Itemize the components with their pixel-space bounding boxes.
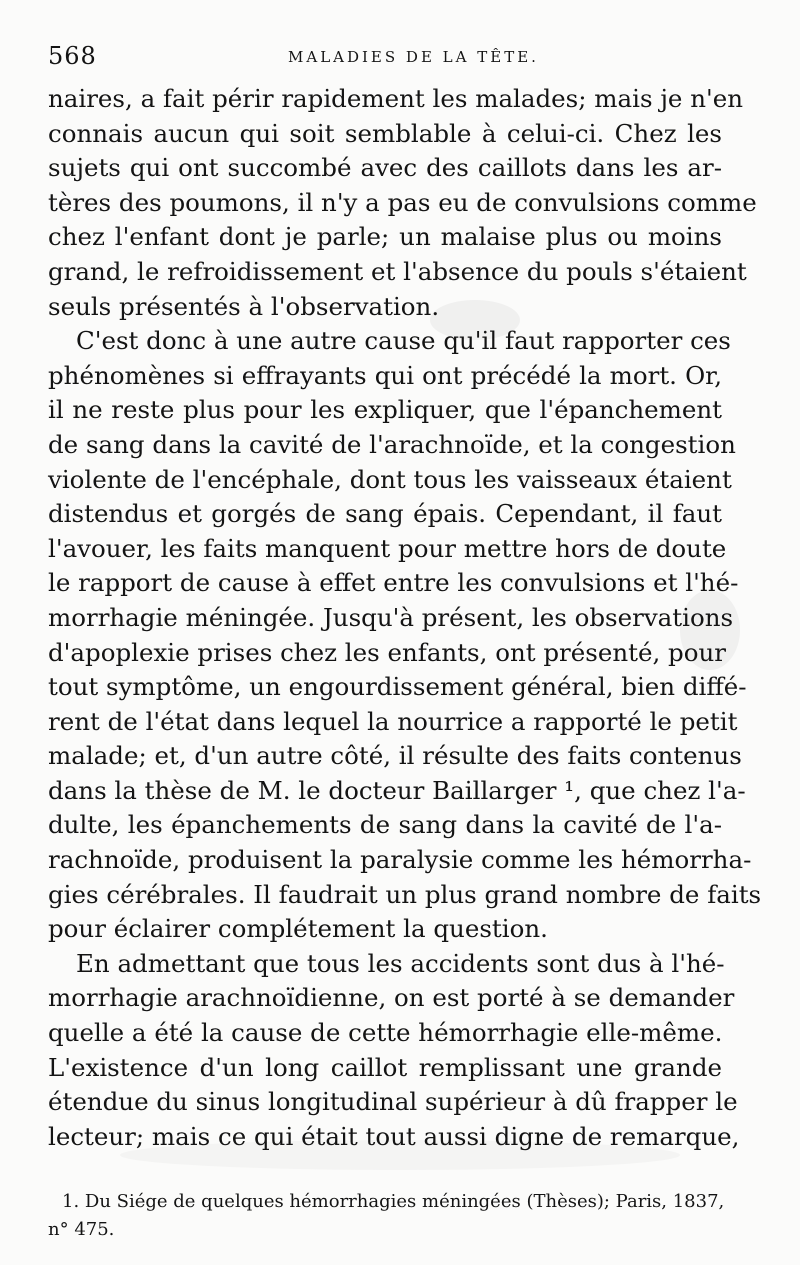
- text-line: grand, le refroidissement et l'absence du pouls s'étaient: [48, 256, 747, 286]
- text-line: distendus et gorgés de sang épais. Cependant, il faut: [48, 499, 722, 529]
- text-line: gies cérébrales. Il faudrait un plus grand nombre de faits: [48, 879, 762, 909]
- text-line: d'apoplexie prises chez les enfants, ont présenté, pour: [48, 637, 726, 667]
- text-line: tères des poumons, il n'y a pas eu de convulsions comme: [48, 187, 757, 217]
- body-text: [48, 82, 762, 1154]
- page-header: [48, 42, 728, 72]
- running-title: MALADIES DE LA TÊTE.: [288, 48, 539, 66]
- page-number: 568: [48, 42, 97, 70]
- text-line: L'existence d'un long caillot remplissant une grande: [48, 1052, 722, 1082]
- text-line: morrhagie arachnoïdienne, on est porté à se demander: [48, 983, 735, 1013]
- text-line: l'avouer, les faits manquent pour mettre hors de doute: [48, 533, 727, 563]
- text-line: En admettant que tous les accidents sont dus à l'hé-: [76, 948, 725, 978]
- text-line: phénomènes si effrayants qui ont précédé la mort. Or,: [48, 360, 722, 390]
- text-line: seuls présentés à l'observation.: [48, 291, 440, 321]
- text-line: étendue du sinus longitudinal supérieur à dû frapper le: [48, 1087, 738, 1117]
- text-line: sujets qui ont succombé avec des caillots dans les ar-: [48, 153, 722, 183]
- text-line: connais aucun qui soit semblable à celui-ci. Chez les: [48, 118, 722, 148]
- text-line: pour éclairer complétement la question.: [48, 914, 548, 944]
- footnote-line: n° 475.: [48, 1219, 115, 1240]
- text-line: morrhagie méningée. Jusqu'à présent, les observations: [48, 602, 734, 632]
- text-line: quelle a été la cause de cette hémorrhagie elle-même.: [48, 1018, 723, 1048]
- text-line: de sang dans la cavité de l'arachnoïde, et la congestion: [48, 429, 736, 459]
- text-line: naires, a fait périr rapidement les malades; mais je n'en: [48, 84, 743, 113]
- text-line: dans la thèse de M. le docteur Baillarger ¹, que chez l'a-: [48, 775, 746, 805]
- text-line: malade; et, d'un autre côté, il résulte des faits contenus: [48, 741, 742, 771]
- text-line: tout symptôme, un engourdissement général, bien diffé-: [48, 672, 747, 702]
- text-line: rachnoïde, produisent la paralysie comme les hémorrha-: [48, 845, 752, 875]
- text-line: lecteur; mais ce qui était tout aussi digne de remarque,: [48, 1121, 740, 1151]
- text-line: rent de l'état dans lequel la nourrice a rapporté le petit: [48, 706, 738, 736]
- text-line: le rapport de cause à effet entre les convulsions et l'hé-: [48, 568, 739, 598]
- text-line: violente de l'encéphale, dont tous les vaisseaux étaient: [48, 464, 732, 494]
- text-line: chez l'enfant dont je parle; un malaise plus ou moins: [48, 222, 722, 252]
- footnote-line: 1. Du Siége de quelques hémorrhagies méningées (Thèses); Paris, 1837,: [62, 1191, 725, 1212]
- text-line: dulte, les épanchements de sang dans la cavité de l'a-: [48, 810, 722, 840]
- text-line: C'est donc à une autre cause qu'il faut rapporter ces: [76, 326, 731, 356]
- text-line: il ne reste plus pour les expliquer, que l'épanchement: [48, 395, 722, 425]
- footnote: [48, 1188, 725, 1244]
